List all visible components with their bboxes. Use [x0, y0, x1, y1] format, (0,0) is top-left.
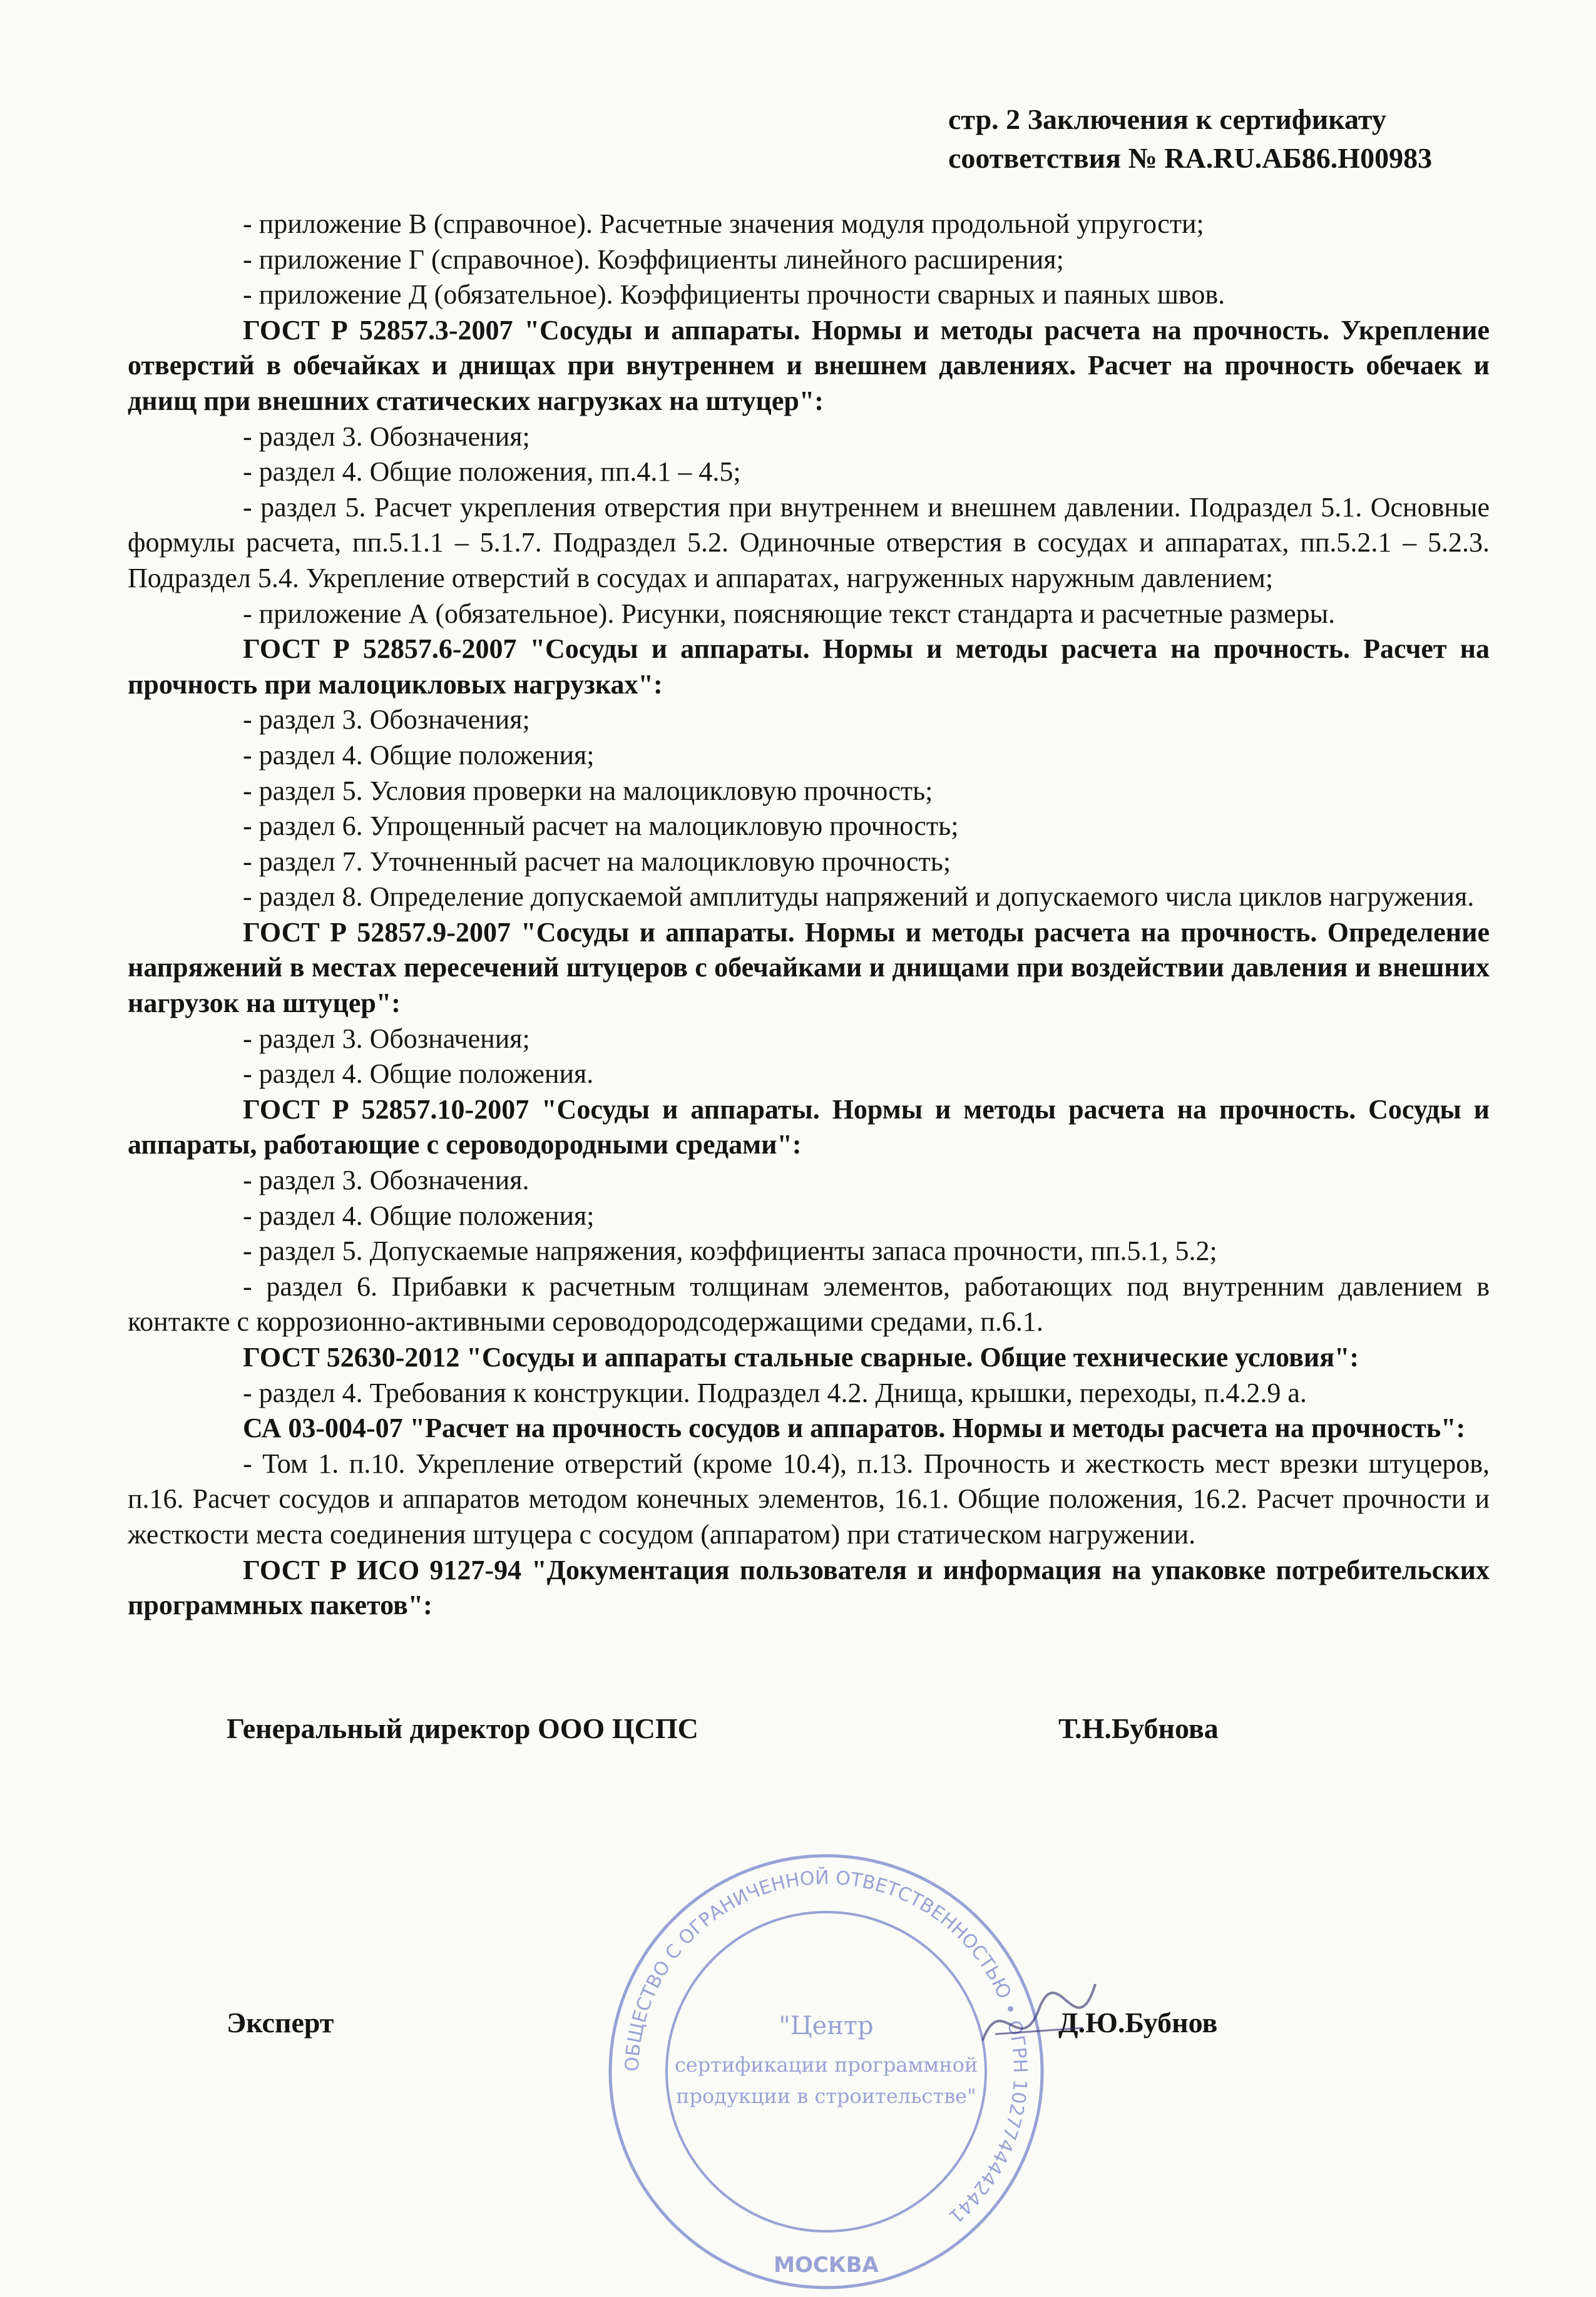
list-item: - приложение В (справочное). Расчетные значения модуля продольной упругости;	[243, 208, 1204, 239]
list-item: - раздел 6. Упрощенный расчет на малоцикловую прочность;	[243, 811, 959, 842]
svg-text:продукции в строительстве": продукции в строительстве"	[676, 2084, 976, 2108]
standard-heading: ГОСТ 52630-2012 "Сосуды и аппараты стальные сварные. Общие технические условия":	[243, 1342, 1359, 1373]
header-line-2: соответствия № RA.RU.АБ86.Н00983	[948, 142, 1433, 174]
signature-role: Эксперт	[227, 2007, 334, 2039]
signature-name: Т.Н.Бубнова	[1058, 1712, 1219, 1744]
standard-heading: ГОСТ Р ИСО 9127-94 "Документация пользователя и информация на упаковке потребительских программных пакетов":	[128, 1554, 1490, 1621]
list-item: - раздел 8. Определение допускаемой амплитуды напряжений и допускаемого числа циклов нагружения.	[243, 881, 1475, 913]
signature-director	[227, 1712, 1219, 1745]
header-line-1: стр. 2 Заключения к сертификату	[948, 103, 1386, 135]
list-item: - Том 1. п.10. Укрепление отверстий (кроме 10.4), п.13. Прочность и жесткость мест врезки штуцеров, п.16. Расчет сосудов и аппаратов методом конечных элементов, 16.1. Общие положения, 16.2. Расчет прочности и жесткости места соединения штуцера с сосудом (аппаратом) при статическом нагружении.	[128, 1448, 1490, 1550]
list-item: - приложение А (обязательное). Рисунки, поясняющие текст стандарта и расчетные размеры.	[243, 598, 1336, 629]
list-item: - раздел 6. Прибавки к расчетным толщинам элементов, работающих под внутренним давлением в контакте с коррозионно-активными сероводородсодержащими средами, п.6.1.	[128, 1271, 1490, 1338]
list-item: - раздел 4. Требования к конструкции. Подраздел 4.2. Днища, крышки, переходы, п.4.2.9 а.	[243, 1377, 1307, 1408]
list-item: - раздел 4. Общие положения, пп.4.1 – 4.5;	[243, 456, 741, 488]
standard-heading: ГОСТ Р 52857.10-2007 "Сосуды и аппараты. Нормы и методы расчета на прочность. Сосуды и аппараты, работающие с сероводородными средами":	[128, 1093, 1490, 1160]
standard-heading: ГОСТ Р 52857.9-2007 "Сосуды и аппараты. Нормы и методы расчета на прочность. Определение напряжений в местах пересечений штуцеров с обечайками и днищами при воздействии давления и внешних нагрузок на штуцер":	[128, 916, 1490, 1019]
list-item: - раздел 4. Общие положения.	[243, 1058, 594, 1090]
list-item: - раздел 3. Обозначения;	[243, 704, 530, 735]
signature-name: Д.Ю.Бубнов	[1058, 2007, 1218, 2039]
standard-heading: ГОСТ Р 52857.3-2007 "Сосуды и аппараты. Нормы и методы расчета на прочность. Укрепление отверстий в обечайках и днищах при внутреннем и внешнем давлениях. Расчет на прочность обечаек и днищ при внешних статических нагрузках на штуцер":	[128, 314, 1490, 416]
list-item: - раздел 7. Уточненный расчет на малоцикловую прочность;	[243, 846, 951, 877]
list-item: - раздел 4. Общие положения;	[243, 739, 595, 770]
standard-heading: ГОСТ Р 52857.6-2007 "Сосуды и аппараты. Нормы и методы расчета на прочность. Расчет на прочность при малоцикловых нагрузках":	[128, 633, 1490, 700]
list-item: - раздел 5. Допускаемые напряжения, коэффициенты запаса прочности, пп.5.1, 5.2;	[243, 1235, 1217, 1267]
svg-text:ОБЩЕСТВО С ОГРАНИЧЕННОЙ ОТВЕТС: ОБЩЕСТВО С ОГРАНИЧЕННОЙ ОТВЕТСТВЕННОСТЬЮ • ОГРН 1027744442441	[621, 1866, 1031, 2228]
standard-heading: СА 03-004-07 "Расчет на прочность сосудов и аппаратов. Нормы и методы расчета на прочность":	[243, 1413, 1466, 1444]
list-item: - раздел 3. Обозначения;	[243, 1023, 530, 1054]
signature-role: Генеральный директор ООО ЦСПС	[227, 1712, 698, 1744]
svg-text:"Центр: "Центр	[779, 2012, 874, 2040]
list-item: - раздел 4. Общие положения;	[243, 1200, 595, 1231]
list-item: - раздел 5. Условия проверки на малоцикловую прочность;	[243, 775, 933, 806]
list-item: - раздел 5. Расчет укрепления отверстия при внутреннем и внешнем давлении. Подраздел 5.1. Основные формулы расчета, пп.5.1.1 – 5.1.7. Подраздел 5.2. Одиночные отверстия в сосудах и аппаратах, пп.5.2.1 – 5.2.3. Подраздел 5.4. Укрепление отверстий в сосудах и аппаратах, нагруженных наружным давлением;	[128, 491, 1490, 593]
list-item: - раздел 3. Обозначения;	[243, 421, 530, 452]
svg-text:сертификации программной: сертификации программной	[674, 2053, 978, 2077]
page-header	[948, 100, 1432, 178]
svg-text:МОСКВА: МОСКВА	[774, 2253, 879, 2278]
list-item: - приложение Г (справочное). Коэффициенты линейного расширения;	[243, 243, 1064, 275]
document-body	[128, 207, 1490, 1624]
list-item: - приложение Д (обязательное). Коэффициенты прочности сварных и паяных швов.	[243, 279, 1225, 310]
list-item: - раздел 3. Обозначения.	[243, 1165, 529, 1196]
company-seal	[601, 1846, 1051, 2297]
handwritten-signature	[976, 1965, 1102, 2065]
